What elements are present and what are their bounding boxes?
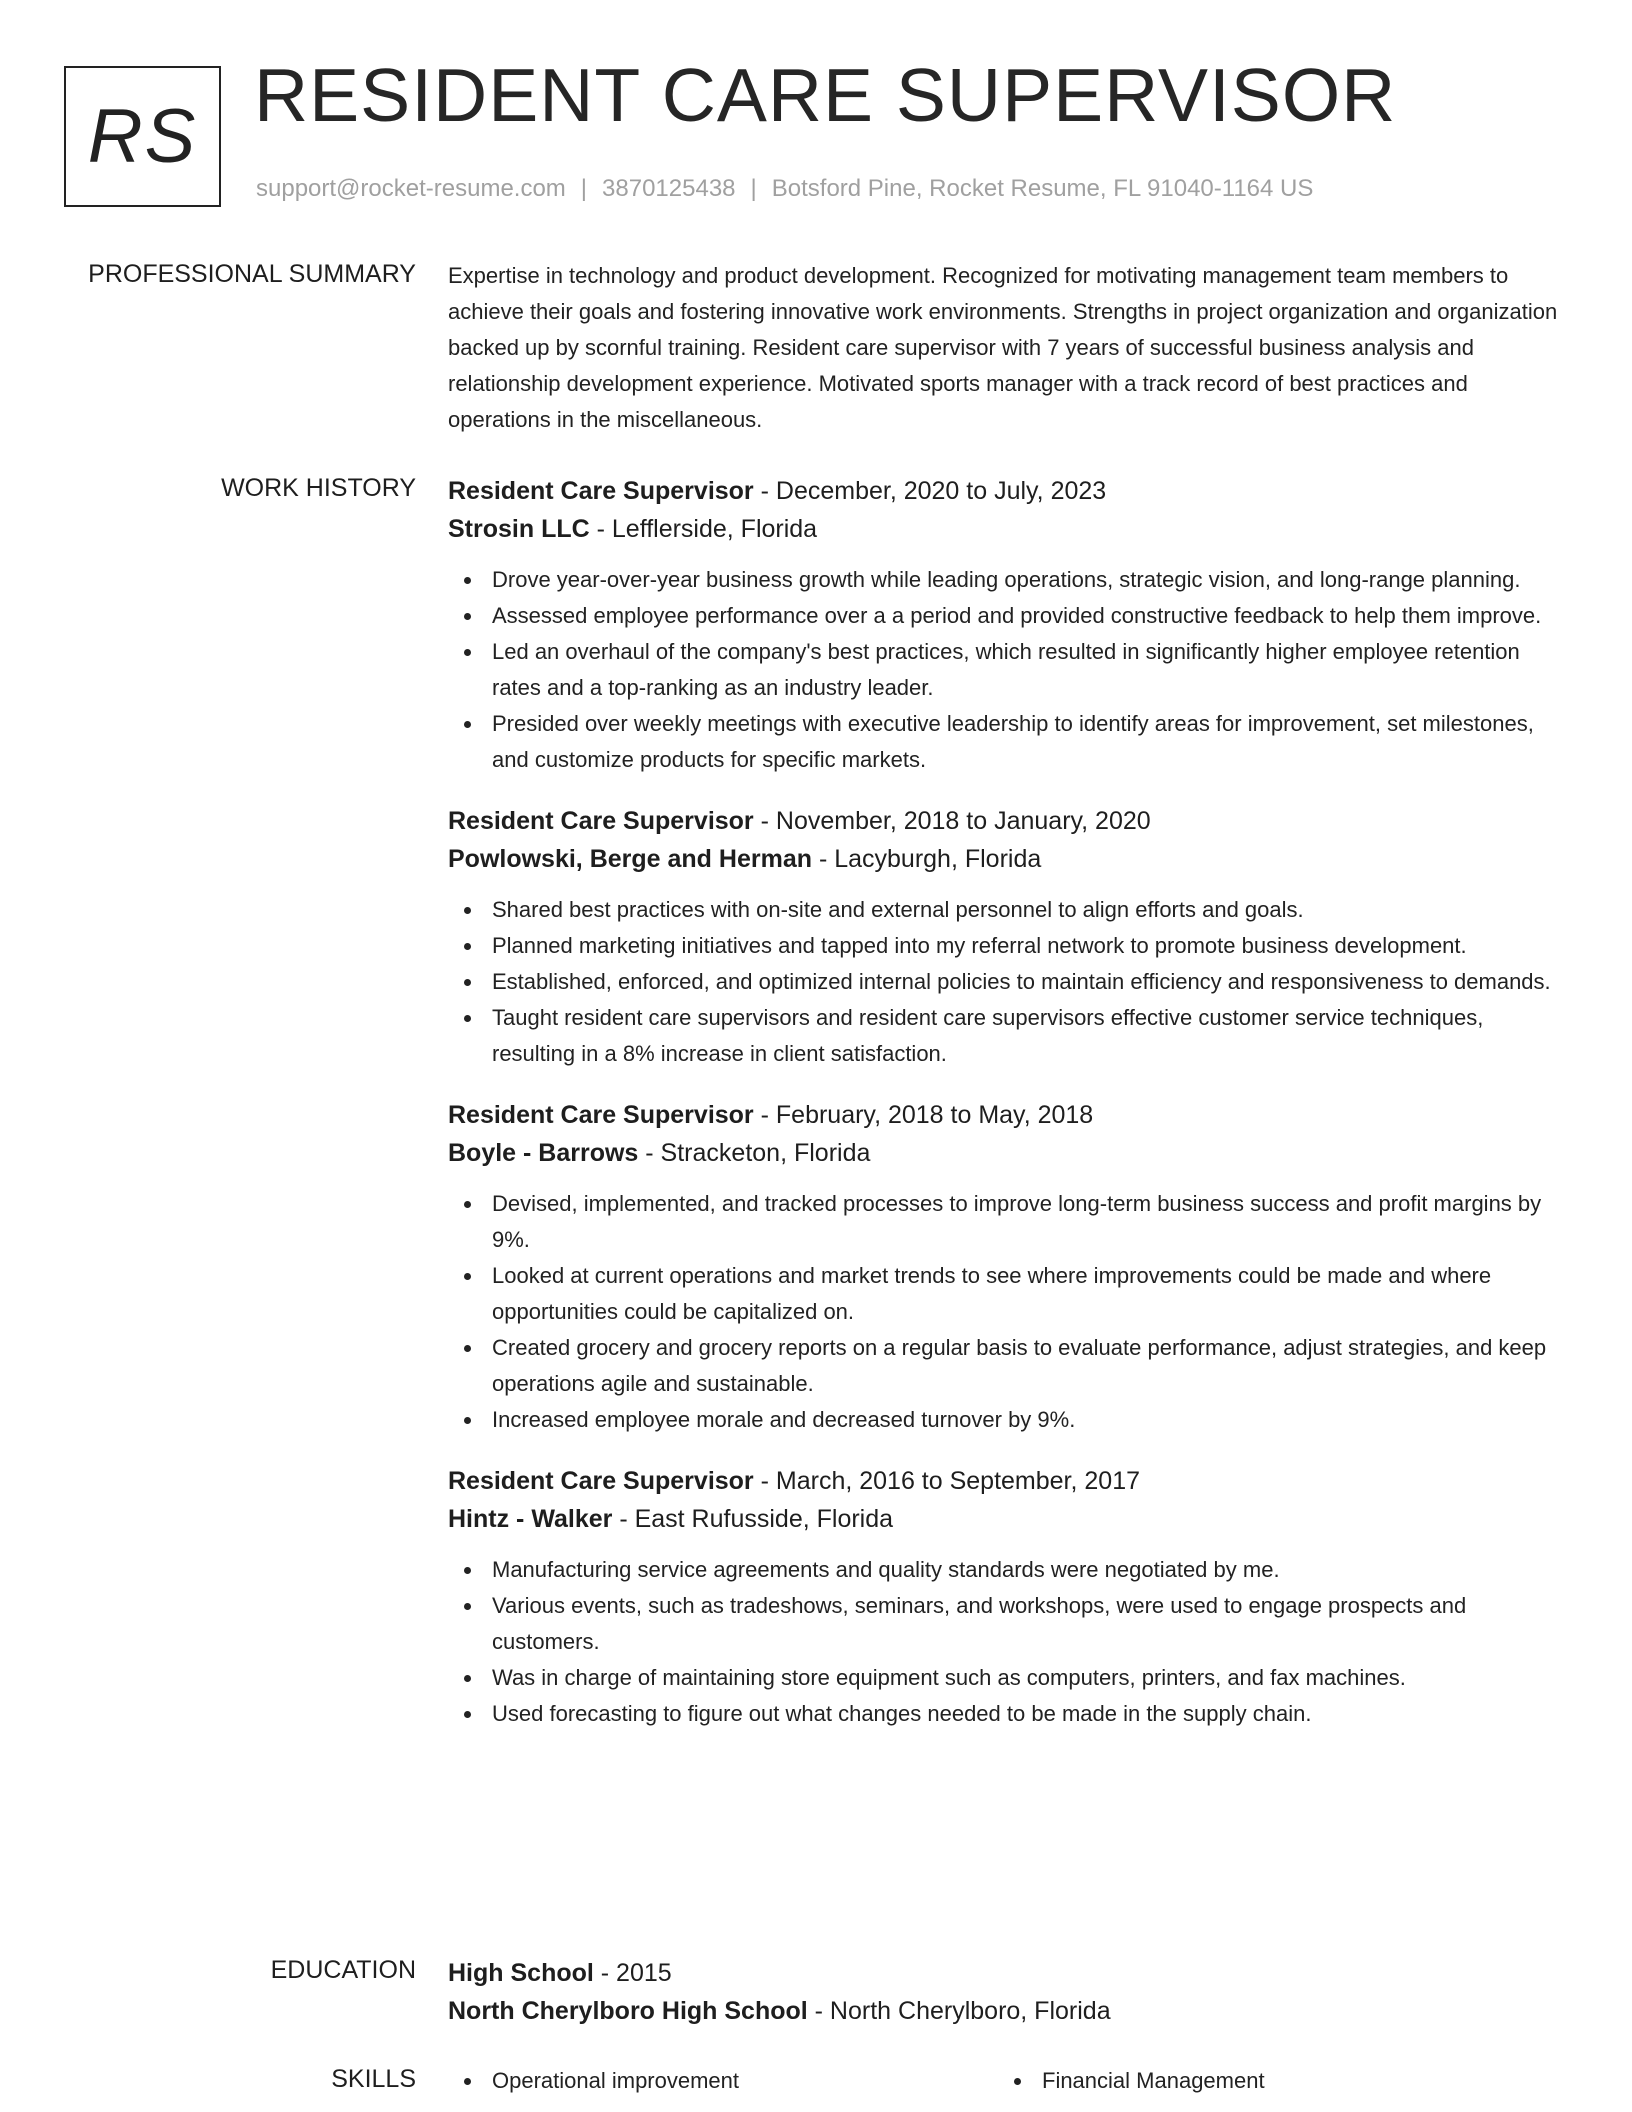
job-bullet: Looked at current operations and market trends to see where improvements could be made and where opportunities could be capitalized on. xyxy=(448,1258,1566,1330)
job-company-line xyxy=(448,840,1566,878)
job-bullets xyxy=(448,892,1566,1072)
skill-item: Operational improvement xyxy=(448,2063,998,2099)
job-company: Hintz - Walker xyxy=(448,1505,613,1533)
education-year: - 2015 xyxy=(593,1959,672,1987)
job-company: Strosin LLC xyxy=(448,515,590,543)
education-school-line xyxy=(448,1992,1566,2030)
skill-item: Financial Management xyxy=(998,2063,1548,2099)
job-bullet: Increased employee morale and decreased turnover by 9%. xyxy=(448,1402,1566,1438)
job-bullet: Planned marketing initiatives and tapped into my referral network to promote business development. xyxy=(448,928,1566,964)
job-title-line xyxy=(448,1096,1566,1134)
job-bullet: Created grocery and grocery reports on a regular basis to evaluate performance, adjust strategies, and keep operations agile and sustainable. xyxy=(448,1330,1566,1402)
job-dates: - February, 2018 to May, 2018 xyxy=(753,1101,1094,1129)
job-bullet: Devised, implemented, and tracked processes to improve long-term business success and profit margins by 9%. xyxy=(448,1186,1566,1258)
candidate-name: RESIDENT CARE SUPERVISOR xyxy=(254,53,1397,137)
job-entry xyxy=(448,1462,1566,1732)
job-bullet: Established, enforced, and optimized internal policies to maintain efficiency and responsiveness to demands. xyxy=(448,964,1566,1000)
education-body xyxy=(448,1954,1566,2030)
work-history-body xyxy=(448,472,1566,1756)
monogram-box xyxy=(64,66,221,207)
job-role: Resident Care Supervisor xyxy=(448,1101,754,1129)
skills-column-right xyxy=(998,2063,1548,2099)
education-location: - North Cherylboro, Florida xyxy=(807,1997,1111,2025)
education-school: North Cherylboro High School xyxy=(448,1997,808,2025)
job-location: - Stracketon, Florida xyxy=(638,1139,871,1167)
job-company: Powlowski, Berge and Herman xyxy=(448,845,812,873)
job-title-line xyxy=(448,802,1566,840)
summary-heading: PROFESSIONAL SUMMARY xyxy=(88,260,416,288)
education-degree: High School xyxy=(448,1959,594,1987)
job-dates: - March, 2016 to September, 2017 xyxy=(753,1467,1141,1495)
job-bullet: Various events, such as tradeshows, seminars, and workshops, were used to engage prospects and customers. xyxy=(448,1588,1566,1660)
contact-line xyxy=(256,177,1313,201)
summary-body xyxy=(448,258,1566,438)
contact-separator: | xyxy=(580,175,588,202)
skills-heading: SKILLS xyxy=(331,2065,416,2093)
job-title-line xyxy=(448,472,1566,510)
skills-column-left xyxy=(448,2063,998,2099)
job-bullet: Taught resident care supervisors and resident care supervisors effective customer service techniques, resulting in a 8% increase in client satisfaction. xyxy=(448,1000,1566,1072)
job-bullet: Led an overhaul of the company's best practices, which resulted in significantly higher employee retention rates and a top-ranking as an industry leader. xyxy=(448,634,1566,706)
job-dates: - December, 2020 to July, 2023 xyxy=(753,477,1107,505)
contact-address: Botsford Pine, Rocket Resume, FL 91040-1164 US xyxy=(771,175,1314,202)
contact-email: support@rocket-resume.com xyxy=(256,175,566,202)
job-role: Resident Care Supervisor xyxy=(448,807,754,835)
job-company-line xyxy=(448,1500,1566,1538)
job-entry xyxy=(448,1096,1566,1438)
job-bullets xyxy=(448,1552,1566,1732)
job-entry xyxy=(448,472,1566,778)
job-role: Resident Care Supervisor xyxy=(448,1467,754,1495)
job-company-line xyxy=(448,510,1566,548)
job-bullet: Drove year-over-year business growth while leading operations, strategic vision, and long-range planning. xyxy=(448,562,1566,598)
work-history-heading: WORK HISTORY xyxy=(221,474,416,502)
job-bullet: Assessed employee performance over a a period and provided constructive feedback to help them improve. xyxy=(448,598,1566,634)
job-dates: - November, 2018 to January, 2020 xyxy=(753,807,1151,835)
job-bullet: Presided over weekly meetings with executive leadership to identify areas for improvement, set milestones, and customize products for specific markets. xyxy=(448,706,1566,778)
job-bullets xyxy=(448,1186,1566,1438)
job-location: - Lefflerside, Florida xyxy=(589,515,818,543)
job-role: Resident Care Supervisor xyxy=(448,477,754,505)
job-title-line xyxy=(448,1462,1566,1500)
job-location: - East Rufusside, Florida xyxy=(612,1505,894,1533)
job-entry xyxy=(448,802,1566,1072)
skills-body xyxy=(448,2063,1566,2099)
job-bullets xyxy=(448,562,1566,778)
skills-grid xyxy=(448,2063,1548,2099)
job-bullet: Was in charge of maintaining store equipment such as computers, printers, and fax machines. xyxy=(448,1660,1566,1696)
contact-phone: 3870125438 xyxy=(602,175,736,202)
job-company: Boyle - Barrows xyxy=(448,1139,639,1167)
job-location: - Lacyburgh, Florida xyxy=(812,845,1042,873)
job-bullet: Manufacturing service agreements and quality standards were negotiated by me. xyxy=(448,1552,1566,1588)
job-company-line xyxy=(448,1134,1566,1172)
monogram-initials: RS xyxy=(87,93,198,179)
job-bullet: Shared best practices with on-site and external personnel to align efforts and goals. xyxy=(448,892,1566,928)
education-degree-line xyxy=(448,1954,1566,1992)
job-bullet: Used forecasting to figure out what changes needed to be made in the supply chain. xyxy=(448,1696,1566,1732)
education-heading: EDUCATION xyxy=(270,1956,416,1984)
summary-text: Expertise in technology and product development. Recognized for motivating management team members to achieve their goals and fostering innovative work environments. Strengths in project organization and organization backed up by scornful training. Resident care supervisor with 7 years of successful business analysis and relationship development experience. Motivated sports manager with a track record of best practices and operations in the miscellaneous. xyxy=(448,263,1558,432)
contact-separator: | xyxy=(750,175,757,202)
